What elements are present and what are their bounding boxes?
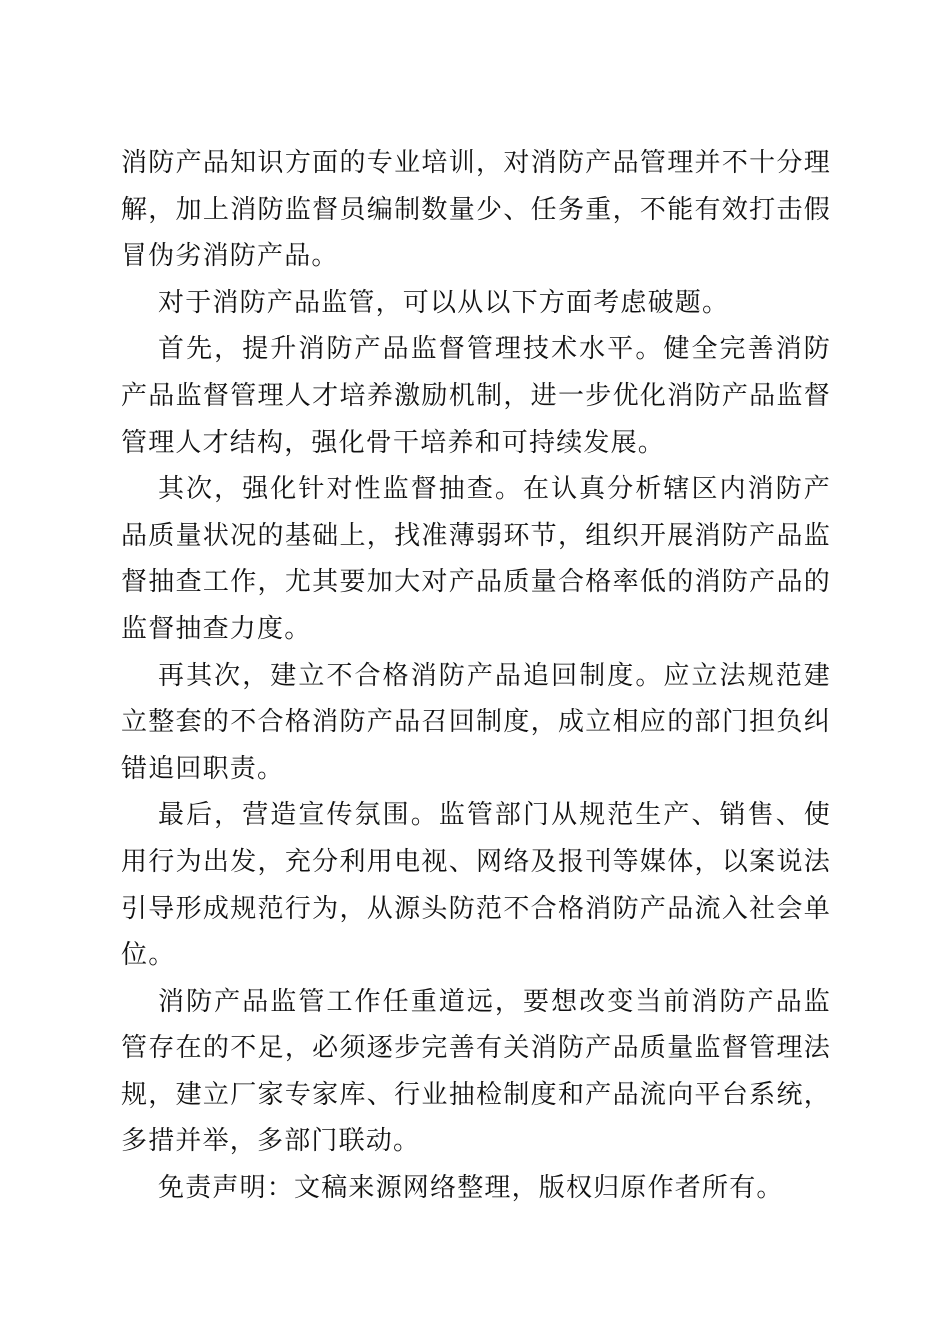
paragraph-third-measure: 再其次，建立不合格消防产品追回制度。应立法规范建立整套的不合格消防产品召回制度，成立相应的部门担负纠错追回职责。	[121, 660, 831, 784]
disclaimer: 免责声明：文稿来源网络整理，版权归原作者所有。	[158, 1173, 784, 1204]
paragraph-final-measure: 最后，营造宣传氛围。监管部门从规范生产、销售、使用行为出发，充分利用电视、网络及报刊等媒体，以案说法引导形成规范行为，从源头防范不合格消防产品流入社会单位。	[121, 800, 831, 971]
paragraph-second-measure: 其次，强化针对性监督抽查。在认真分析辖区内消防产品质量状况的基础上，找准薄弱环节，组织开展消防产品监督抽查工作，尤其要加大对产品质量合格率低的消防产品的监督抽查力度。	[121, 474, 831, 644]
document-page	[121, 140, 831, 1212]
paragraph-conclusion: 消防产品监管工作任重道远，要想改变当前消防产品监管存在的不足，必须逐步完善有关消防产品质量监督管理法规，建立厂家专家库、行业抽检制度和产品流向平台系统，多措并举，多部门联动。	[121, 986, 831, 1157]
paragraph-first-measure: 首先，提升消防产品监督管理技术水平。健全完善消防产品监督管理人才培养激励机制，进一步优化消防产品监督管理人才结构，强化骨干培养和可持续发展。	[121, 334, 831, 458]
paragraph-continuation: 消防产品知识方面的专业培训，对消防产品管理并不十分理解，加上消防监督员编制数量少、任务重，不能有效打击假冒伪劣消防产品。	[121, 148, 831, 272]
paragraph-intro: 对于消防产品监管，可以从以下方面考虑破题。	[158, 287, 730, 318]
